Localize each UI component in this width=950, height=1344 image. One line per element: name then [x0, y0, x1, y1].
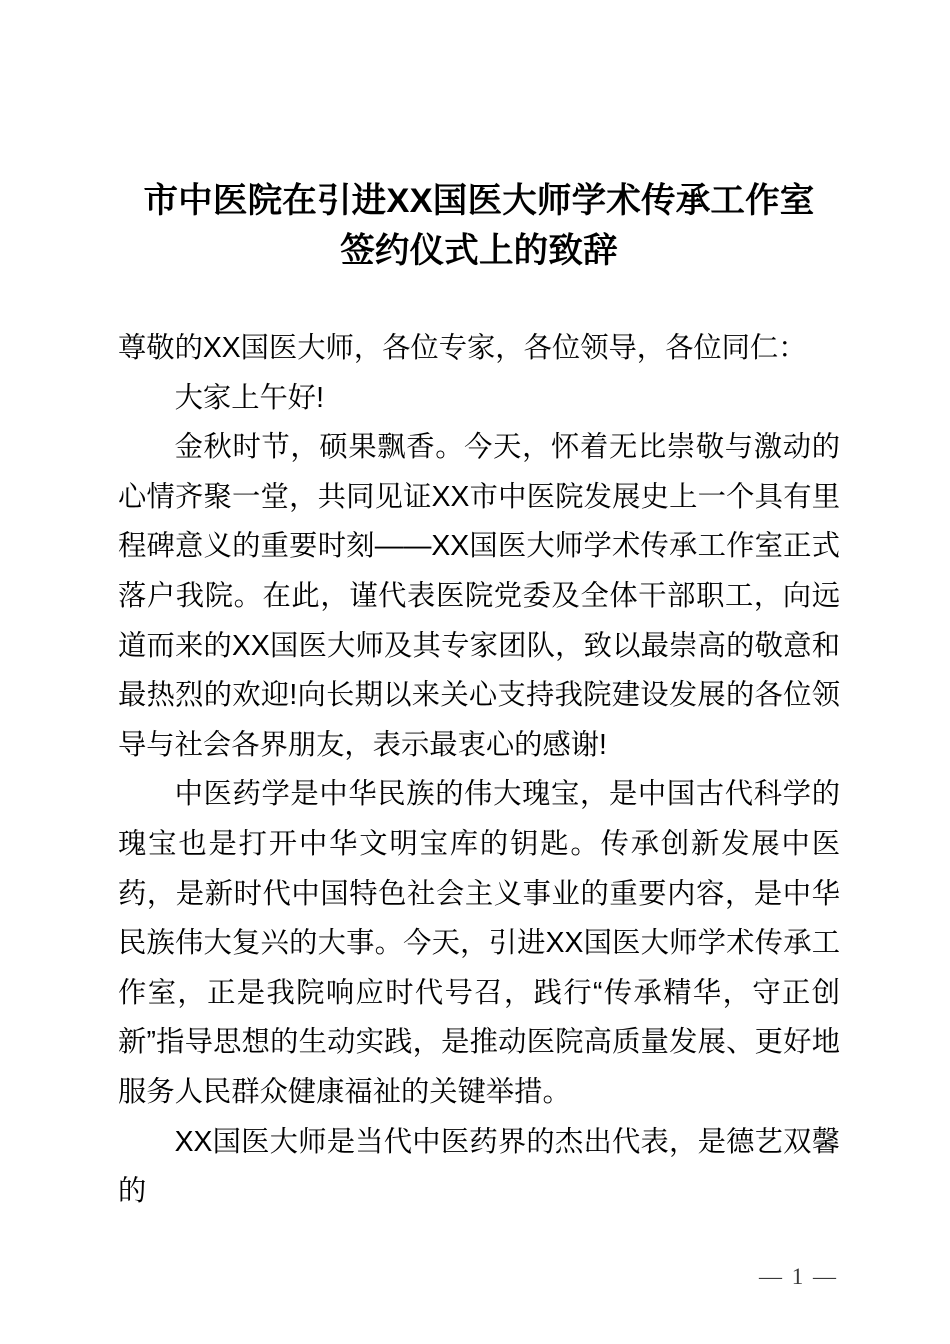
page-number: — 1 —	[759, 1264, 838, 1289]
page-title-line-1: 市中医院在引进XX国医大师学术传承工作室	[143, 182, 815, 220]
paragraph-salutation: 尊敬的XX国医大师，各位专家，各位领导，各位同仁：	[118, 331, 807, 363]
paragraph-greeting: 大家上午好!	[174, 380, 324, 413]
page-title-line-2: 签约仪式上的致辞	[340, 232, 618, 270]
paragraph-welcome-thanks: 金秋时节，硕果飘香。今天，怀着无比崇敬与激动的心情齐聚一堂，共同见证XX市中医院发展史上一个具有里程碑意义的重要时刻——XX国医大师学术传承工作室正式落户我院。在此，谨代表医院党委及全体干部职工，向远道而来的XX国医大师及其专家团队，致以最崇高的敬意和最热烈的欢迎!向长期以来关心支持我院建设发展的各位领导与社会各界朋友，表示最衷心的感谢!	[118, 430, 840, 760]
page-footer	[0, 1224, 950, 1344]
document-content	[118, 323, 840, 1216]
paragraph-tcm-significance: 中医药学是中华民族的伟大瑰宝，是中国古代科学的瑰宝也是打开中华文明宝库的钥匙。传承创新发展中医药，是新时代中国特色社会主义事业的重要内容，是中华民族伟大复兴的大事。今天，引进XX国医大师学术传承工作室，正是我院响应时代号召，践行“传承精华，守正创新”指导思想的生动实践，是推动医院高质量发展、更好地服务人民群众健康福祉的关键举措。	[118, 777, 840, 1107]
page-title	[118, 0, 840, 276]
document-body	[118, 0, 840, 1216]
paragraph-master-introduction: XX国医大师是当代中医药界的杰出代表，是德艺双馨的	[118, 1124, 840, 1207]
